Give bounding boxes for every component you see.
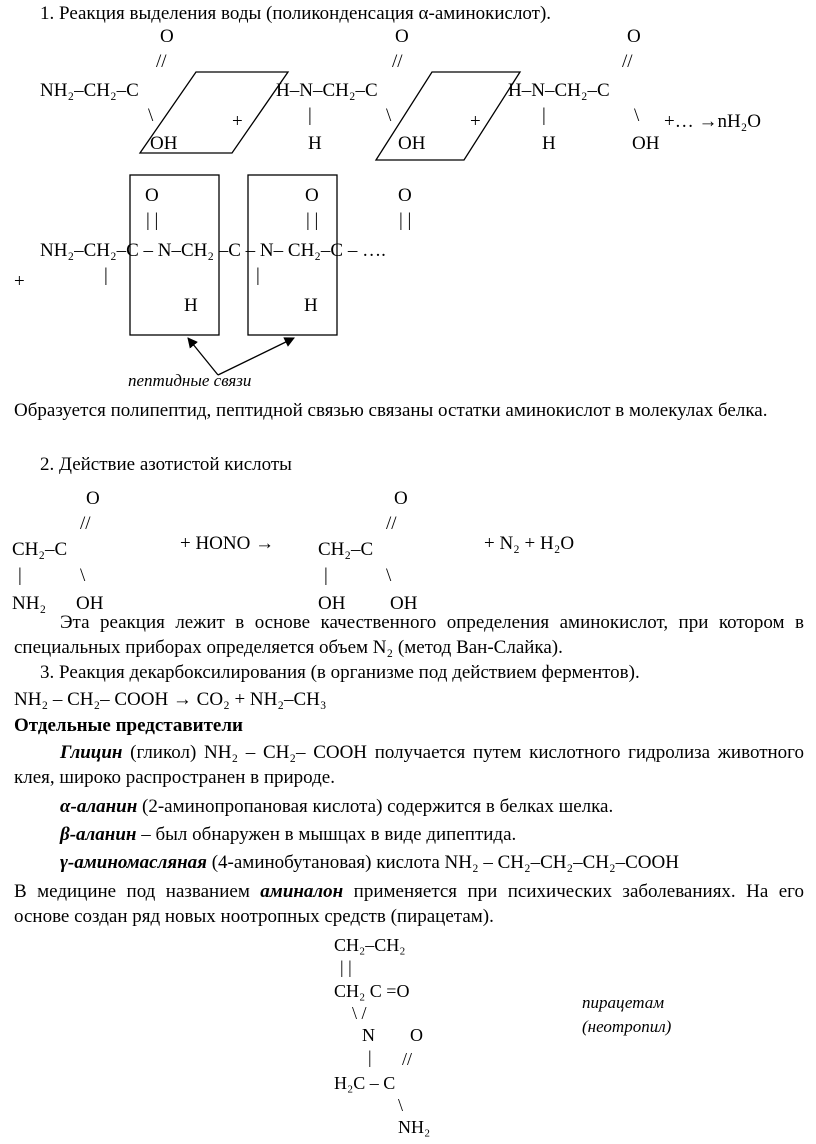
glycine-name: Глицин [60,742,123,763]
s2-left-vbar: | [18,565,22,586]
mid-vbar: | [308,105,312,126]
gaba-name: γ-аминомасляная [60,852,207,873]
poly-h-2: H [304,295,318,316]
mid-double-bond: // [392,51,403,72]
s2-left-backslash: \ [80,565,86,586]
polypeptide-chain: NH₂–CH₂–C – N–CH₂ –C – N– CH₂–C – …. [40,240,386,261]
piracetam-backslash: \ [398,1095,404,1115]
decarboxylation-equation: NH₂ – CH₂– COOH → CO₂ + NH₂–CH₃ [14,689,327,710]
right-carbonyl-o: O [627,26,641,47]
mid-carbonyl-o: O [395,26,409,47]
piracetam-vbar: | [368,1047,372,1067]
gaba-line [60,853,679,872]
s2-left-chain: CH₂–C [12,539,68,560]
poly-o-3: O [398,185,412,206]
alanine-line [60,797,613,816]
poly-h-1: H [184,295,198,316]
peptide-bonds-label: пептидные связи [128,371,252,390]
s2-products: + N₂ + H₂O [484,533,575,554]
left-double-bond: // [156,51,167,72]
section3-heading: 3. Реакция декарбоксилирования (в организме под действием ферментов). [40,662,640,683]
aminalon-name: аминалон [260,881,344,902]
paragraph-van-slyke: Эта реакция лежит в основе качественного определения аминокислот, при котором в специальных приборах определяется объем N₂ (метод Ван-Слайка). [14,612,804,658]
poly-vbar-1: | [104,265,108,286]
reaction-tail: +… →nH₂O [664,111,762,132]
piracetam-nh2: NH₂ [398,1117,431,1137]
s2-right-chain: CH₂–C [318,539,374,560]
piracetam-row-2: | | [340,957,352,977]
glycine-paragraph [14,740,804,790]
piracetam-row-1: CH₂–CH₂ [334,935,406,955]
alanine-text: (2-аминопропановая кислота) содержится в белках шелка. [137,796,614,817]
poly-vbar-2: | [256,265,260,286]
poly-plus: + [14,271,25,292]
section1-heading: 1. Реакция выделения воды (поликонденсация α-аминокислот). [40,3,552,24]
poly-o-2: O [305,185,319,206]
piracetam-row-7: H₂C – C [334,1073,396,1093]
right-backslash: \ [634,105,640,126]
s2-left-double-bond: // [80,513,91,534]
mid-h: H [308,133,322,154]
right-oh: OH [632,133,660,154]
beta-alanine-name: β-аланин [60,824,137,845]
aminalon-paragraph [14,879,804,929]
s2-right-oh-1: OH [318,593,346,614]
beta-alanine-line [60,825,516,844]
s2-left-o: O [86,488,100,509]
s2-left-oh: OH [76,593,104,614]
section2-heading: 2. Действие азотистой кислоты [40,454,292,475]
mid-molecule-chain: H–N–CH₂–C [276,80,378,101]
beta-alanine-text: – был обнаружен в мышцах в виде дипептида. [136,824,517,845]
s2-right-o: O [394,488,408,509]
peptide-arrow-1 [188,338,218,375]
piracetam-label: пирацетам [582,993,665,1012]
poly-double-bond-1: | | [146,210,159,231]
s2-right-vbar: | [324,565,328,586]
paragraph-polypeptide: Образуется полипептид, пептидной связью связаны остатки аминокислот в молекулах белка. [14,400,768,421]
peptide-arrow-2 [218,338,294,375]
left-carbonyl-o: O [160,26,174,47]
left-molecule-chain: NH₂–CH₂–C [40,80,139,101]
s2-reagent: + HONO → [180,533,275,554]
s2-right-backslash: \ [386,565,392,586]
piracetam-label-alt: (неотропил) [582,1017,672,1036]
alanine-name: α-аланин [60,796,138,817]
poly-double-bond-3: | | [399,210,412,231]
s2-right-double-bond: // [386,513,397,534]
piracetam-n: N [362,1025,375,1045]
plus-sign-2: + [470,111,481,132]
representatives-heading: Отдельные представители [14,715,243,736]
poly-double-bond-2: | | [306,210,319,231]
gaba-text: (4-аминобутановая) кислота NH₂ – CH₂–CH₂–CH₂–COOH [206,852,679,873]
s2-left-nh2: NH₂ [12,593,47,614]
water-parallelogram-2 [376,72,520,160]
water-parallelogram-1 [140,72,288,153]
right-double-bond: // [622,51,633,72]
piracetam-row-3: CH₂ C =O [334,981,410,1001]
peptide-bond-box-2 [248,175,337,335]
left-backslash: \ [148,105,154,126]
aminalon-text-b: применяется при психических заболеваниях. На его основе создан ряд новых ноотропных средств (пирацетам). [14,881,804,927]
peptide-bond-box-1 [130,175,219,335]
piracetam-double-bond: // [402,1049,413,1069]
left-oh: OH [150,133,178,154]
mid-oh: OH [398,133,426,154]
aminalon-text-a: В медицине под названием [14,881,261,902]
mid-backslash: \ [386,105,392,126]
plus-sign-1: + [232,111,243,132]
s2-right-oh-2: OH [390,593,418,614]
piracetam-row-4: \ / [352,1003,367,1023]
right-h: H [542,133,556,154]
right-vbar: | [542,105,546,126]
right-molecule-chain: H–N–CH₂–C [508,80,610,101]
poly-o-1: O [145,185,159,206]
piracetam-o: O [410,1025,423,1045]
glycine-text: (гликол) NH₂ – CH₂– COOH получается путем кислотного гидролиза животного клея, широко распространен в природе. [14,742,804,788]
